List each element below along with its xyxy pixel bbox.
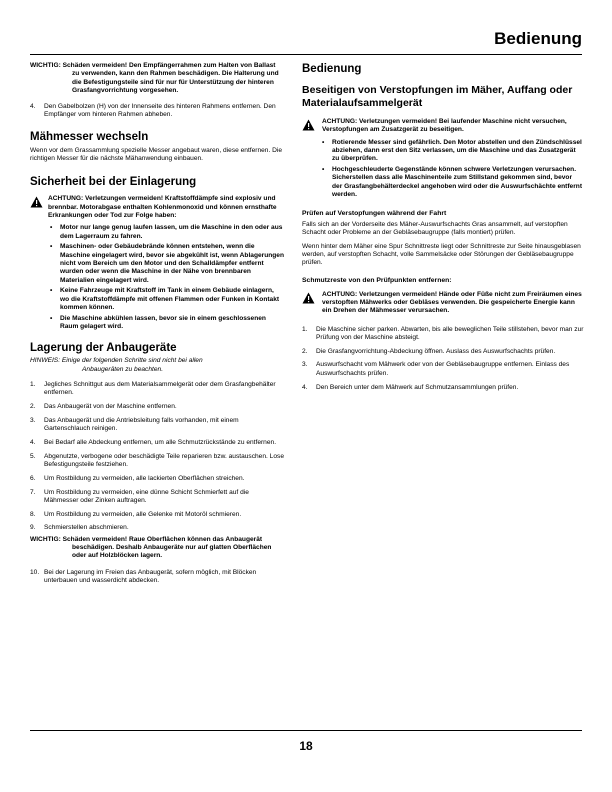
caution-block xyxy=(302,291,584,316)
blade-text: Wenn vor dem Grassammlung spezielle Messer angebaut waren, diese entfernen. Die richtigen Messer für die nächste Mähanwendung einbauen. xyxy=(30,146,283,163)
step-item xyxy=(30,417,284,434)
step-number: 8. xyxy=(30,510,36,518)
check-paragraph: Falls sich an der Vorderseite des Mäher-Auswurfschachts Gras ansammelt, auf verstopften Schacht oder Probleme an der Gebläsebaugruppe (falls montiert) prüfen. xyxy=(302,221,568,237)
step-text: Schmierstellen abschmieren. xyxy=(44,524,129,532)
step-item xyxy=(30,524,284,532)
caution-text: ACHTUNG: Verletzungen vermeiden! Hände oder Füße nicht zum Freiräumen eines verstopften Mähwerks oder Gebläses verwenden. Die gespeicherte Energie kann ein Drehen der Mähmesser verursachen. xyxy=(322,290,582,315)
page-header xyxy=(30,28,582,55)
important-lead: WICHTIG: Schäden vermeiden! xyxy=(30,535,128,543)
step-text: Den Gabelbolzen (H) von der Innenseite des hinteren Rahmens entfernen. Den Empfänger vom hinteren Rahmen abheben. xyxy=(44,103,276,119)
caution-text: ACHTUNG: Verletzungen vermeiden! Kraftstoffdämpfe sind explosiv und brennbar. Motorabgase enthalten Kohlenmonoxid und können ernsthafte Erkrankungen oder Tod zur Folge haben: xyxy=(48,195,277,219)
note-rest: Anbaugeräten zu beachten. xyxy=(82,365,164,373)
step-item xyxy=(302,361,584,378)
step-number: 6. xyxy=(30,474,36,482)
note-lead: HINWEIS: Einige der folgenden Schritte sind nicht bei allen xyxy=(30,357,203,365)
step-number: 2. xyxy=(302,347,308,355)
step-number: 3. xyxy=(30,416,36,424)
step-item xyxy=(30,489,284,506)
important-text: Den Empfängerrahmen zum Halten von Ballast zu verwenden, kann den Rahmen beschädigen. Die Halterung und die Befestigungsteile sind für nur für Unterstützung der hinteren Grasfangvorrichtung vorgesehen. xyxy=(72,62,279,94)
page-title: Bedienung xyxy=(494,29,582,48)
list-item: • Rotierende Messer sind gefährlich. Den Motor abstellen und den Zündschlüssel abziehen, dann erst den Sitz verlassen, um die Maschine und das Zusatzgerät zu überprüfen. xyxy=(322,139,584,164)
list-item: • Maschinen- oder Gebäudebrände können entstehen, wenn die Maschine eingelagert wird, bevor sie abgekühlt ist, wenn Ablagerungen nicht vom Bereich um den Motor und den Schalldämpfer entfernt wurden oder wenn die Maschine in der Nähe von brennbaren Materialien eingelagert wird. xyxy=(50,243,284,284)
step-item xyxy=(302,326,584,343)
check-paragraph: Wenn hinter dem Mäher eine Spur Schnittreste liegt oder Schnittreste zur Seite hinausgeblasen werden, auf verstopften Schacht, volle Sammelsäcke oder Störungen der Gebläsebaugruppe prüfen. xyxy=(302,242,581,267)
step-number: 4. xyxy=(30,103,36,111)
important-notice xyxy=(30,536,284,561)
step-text: Um Rostbildung zu vermeiden, alle lackierten Oberflächen streichen. xyxy=(44,474,245,482)
warning-triangle-icon xyxy=(302,291,316,316)
step-item xyxy=(302,384,584,392)
step-number: 3. xyxy=(302,361,308,369)
clog-heading: Beseitigen von Verstopfungen im Mäher, Auffang oder Materialaufsammelgerät xyxy=(302,84,573,109)
warning-triangle-icon xyxy=(302,118,316,135)
caution-text: ACHTUNG: Verletzungen vermeiden! Bei laufender Maschine nicht versuchen, Verstopfungen am Zusatzgerät zu beseitigen. xyxy=(322,118,567,134)
step-item xyxy=(30,511,284,519)
caution-block xyxy=(302,118,584,135)
right-column xyxy=(302,62,584,397)
section-title: Bedienung xyxy=(302,63,362,75)
step-number: 9. xyxy=(30,524,36,532)
step-item xyxy=(302,348,584,356)
important-text: Raue Oberflächen können das Anbaugerät beschädigen. Deshalb Anbaugeräte nur auf glatten Oberflächen oder auf Holzblöcken lagern. xyxy=(72,535,272,560)
step-text: Das Anbaugerät und die Antriebsleitung falls vorhanden, mit einem Gartenschlauch reinigen. xyxy=(44,416,239,433)
page-number: 18 xyxy=(299,739,313,753)
step-text: Die Grasfangvorrichtung-Abdeckung öffnen. Auslass des Auswurfschachts prüfen. xyxy=(316,347,556,355)
step-number: 10. xyxy=(30,568,40,576)
step-number: 1. xyxy=(30,380,36,388)
step-text: Die Maschine sicher parken. Abwarten, bis alle beweglichen Teile stillstehen, bevor man zur Prüfung von der Maschine absteigt. xyxy=(316,325,584,341)
blade-heading: Mähmesser wechseln xyxy=(30,130,149,143)
page-footer xyxy=(30,730,582,755)
attachments-heading: Lagerung der Anbaugeräte xyxy=(30,342,177,355)
step-number: 4. xyxy=(30,438,36,446)
caution-block xyxy=(30,195,284,220)
step-text: Bei Bedarf alle Abdeckung entfernen, um alle Schmutzrückstände zu entfernen. xyxy=(44,438,277,446)
storage-bullet-list xyxy=(30,224,284,331)
step-number: 5. xyxy=(30,452,36,460)
clog-bullet-list xyxy=(302,139,584,200)
step-item xyxy=(30,103,284,120)
step-text: Jegliches Schnittgut aus dem Materialsammelgerät oder dem Grasfangbehälter entfernen. xyxy=(44,380,276,397)
left-column xyxy=(30,62,284,591)
step-number: 2. xyxy=(30,403,36,411)
step-item xyxy=(30,453,284,470)
step-number: 4. xyxy=(302,383,308,391)
important-lead: WICHTIG: Schäden vermeiden! xyxy=(30,62,128,69)
list-item: • Motor nur lange genug laufen lassen, um die Maschine in den oder aus dem Lagerraum zu fahren. xyxy=(50,224,284,241)
debris-heading: Schmutzreste von den Prüfpunkten entfernen: xyxy=(302,276,452,284)
step-item xyxy=(30,381,284,398)
step-item xyxy=(30,475,284,483)
step-text: Um Rostbildung zu vermeiden, eine dünne Schicht Schmierfett auf die Mähmesser oder Zinken auftragen. xyxy=(44,488,249,504)
step-number: 1. xyxy=(302,325,308,333)
step-item xyxy=(30,569,284,586)
list-item: • Hochgeschleuderte Gegenstände können schwere Verletzungen verursachen. Sicherstellen dass alle Maschinenteile zum Stillstand gekommen sind, bevor der Grasfangbehälterdeckel angehoben wird oder die Auswurfschächte entfernt werden. xyxy=(322,166,584,199)
step-text: Bei der Lagerung im Freien das Anbaugerät, sofern möglich, mit Blöcken unterbauen und wasserdicht abdecken. xyxy=(44,568,257,584)
step-item xyxy=(30,403,284,411)
step-text: Um Rostbildung zu vermeiden, alle Gelenke mit Motoröl schmieren. xyxy=(44,510,242,518)
step-number: 7. xyxy=(30,488,36,496)
list-item: • Keine Fahrzeuge mit Kraftstoff im Tank in einem Gebäude einlagern, wo die Kraftstoffdämpfe mit offenen Flammen oder Funken in Kontakt kommen können. xyxy=(50,287,284,312)
step-text: Auswurfschacht vom Mähwerk oder von der Gebläsebaugruppe entfernen. Einlass des Auswurfschachts prüfen. xyxy=(316,361,570,377)
check-heading: Prüfen auf Verstopfungen während der Fahrt xyxy=(302,210,447,218)
step-text: Abgenutzte, verbogene oder beschädigte Teile reparieren bzw. austauschen. Lose Befestigungsteile festziehen. xyxy=(44,452,284,468)
list-item: • Die Maschine abkühlen lassen, bevor sie in einem geschlossenen Raum gelagert wird. xyxy=(50,315,284,332)
storage-safety-heading: Sicherheit bei der Einlagerung xyxy=(30,176,197,189)
step-item xyxy=(30,439,284,447)
note xyxy=(30,357,284,374)
step-text: Das Anbaugerät von der Maschine entfernen. xyxy=(44,403,177,411)
step-text: Den Bereich unter dem Mähwerk auf Schmutzansammlungen prüfen. xyxy=(316,383,519,391)
important-notice xyxy=(30,62,284,95)
